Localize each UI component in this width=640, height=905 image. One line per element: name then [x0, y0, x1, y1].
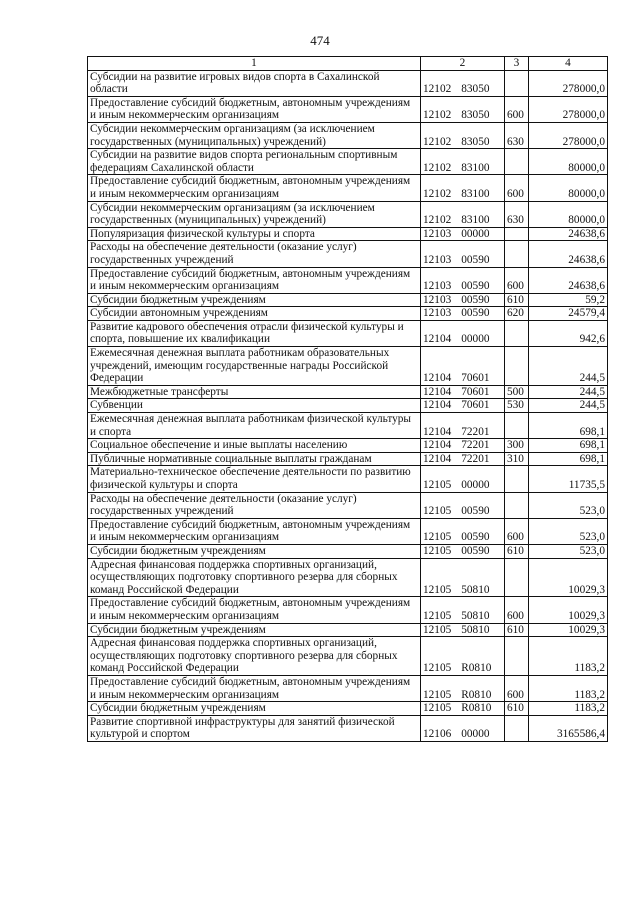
cell-expense-type — [505, 413, 529, 439]
cell-code-direction: 00590 — [461, 307, 490, 320]
cell-code-direction: 83100 — [461, 187, 490, 200]
cell-code-direction: 83050 — [461, 83, 490, 96]
table-row — [88, 715, 608, 741]
cell-code-program: 12105 — [423, 544, 452, 557]
cell-code — [421, 122, 505, 148]
cell-expense-type: 610 — [505, 702, 529, 716]
cell-sum: 10029,3 — [529, 558, 608, 597]
cell-code-program: 12102 — [423, 109, 452, 122]
cell-sum: 244,5 — [529, 399, 608, 413]
cell-code-program: 12106 — [423, 728, 452, 741]
cell-sum: 24638,6 — [529, 267, 608, 293]
cell-sum: 698,1 — [529, 452, 608, 466]
cell-expense-type — [505, 637, 529, 676]
cell-sum: 80000,0 — [529, 175, 608, 201]
cell-sum: 11735,5 — [529, 466, 608, 492]
cell-sum: 523,0 — [529, 492, 608, 518]
cell-code-program: 12105 — [423, 702, 452, 715]
table-row — [88, 702, 608, 716]
cell-code — [421, 175, 505, 201]
cell-sum: 698,1 — [529, 439, 608, 453]
cell-name: Межбюджетные трансферты — [88, 385, 421, 399]
cell-code-program: 12105 — [423, 583, 452, 596]
cell-code-direction: 00000 — [461, 479, 490, 491]
cell-sum: 1183,2 — [529, 675, 608, 701]
cell-name: Предоставление субсидий бюджетным, автономным учреждениям и иным некоммерческим организациям — [88, 175, 421, 201]
table-row — [88, 201, 608, 227]
cell-code-program: 12105 — [423, 688, 452, 701]
cell-code-direction: 72201 — [461, 452, 490, 465]
cell-code-direction: 00590 — [461, 280, 490, 293]
table-row — [88, 439, 608, 453]
cell-name: Популяризация физической культуры и спорта — [88, 227, 421, 241]
cell-code — [421, 227, 505, 241]
cell-name: Материально-техническое обеспечение деятельности по развитию физической культуры и спорта — [88, 466, 421, 492]
cell-sum: 523,0 — [529, 544, 608, 558]
cell-sum: 80000,0 — [529, 149, 608, 175]
cell-code — [421, 452, 505, 466]
cell-code-direction: 72201 — [461, 425, 490, 438]
cell-code-direction: 83100 — [461, 214, 490, 227]
cell-code-program: 12104 — [423, 439, 452, 452]
cell-code-program: 12103 — [423, 253, 452, 266]
cell-sum: 278000,0 — [529, 96, 608, 122]
cell-code — [421, 439, 505, 453]
cell-expense-type — [505, 320, 529, 346]
cell-sum: 24638,6 — [529, 241, 608, 267]
cell-sum: 244,5 — [529, 347, 608, 386]
cell-code-direction: 70601 — [461, 372, 490, 385]
cell-code — [421, 399, 505, 413]
cell-name: Субсидии автономным учреждениям — [88, 307, 421, 321]
table-row — [88, 385, 608, 399]
cell-name: Публичные нормативные социальные выплаты гражданам — [88, 452, 421, 466]
table-row — [88, 307, 608, 321]
cell-code — [421, 558, 505, 597]
table-row — [88, 293, 608, 307]
cell-code-direction: R0810 — [461, 702, 492, 715]
cell-code-program: 12104 — [423, 333, 452, 346]
cell-expense-type — [505, 149, 529, 175]
cell-code-program: 12102 — [423, 161, 452, 174]
cell-code-program: 12104 — [423, 372, 452, 385]
cell-sum: 3165586,4 — [529, 715, 608, 741]
cell-code-direction: 00000 — [461, 227, 490, 240]
cell-code — [421, 675, 505, 701]
page-number: 474 — [310, 33, 330, 48]
cell-code-program: 12104 — [423, 425, 452, 438]
cell-code — [421, 466, 505, 492]
cell-code — [421, 96, 505, 122]
cell-code-program: 12104 — [423, 452, 452, 465]
cell-code — [421, 241, 505, 267]
table-row — [88, 175, 608, 201]
cell-code — [421, 597, 505, 623]
table-row — [88, 623, 608, 637]
cell-expense-type: 630 — [505, 122, 529, 148]
cell-code — [421, 320, 505, 346]
column-header-name: 1 — [88, 57, 421, 71]
cell-code-direction: 50810 — [461, 623, 490, 636]
cell-code — [421, 347, 505, 386]
table-row — [88, 637, 608, 676]
cell-name: Субсидии бюджетным учреждениям — [88, 702, 421, 716]
table-row — [88, 544, 608, 558]
cell-sum: 942,6 — [529, 320, 608, 346]
cell-code-program: 12105 — [423, 531, 452, 544]
cell-code-program: 12102 — [423, 135, 452, 148]
cell-sum: 1183,2 — [529, 637, 608, 676]
cell-name: Ежемесячная денежная выплата работникам физической культуры и спорта — [88, 413, 421, 439]
cell-code-program: 12102 — [423, 187, 452, 200]
table-row — [88, 413, 608, 439]
cell-name: Субсидии бюджетным учреждениям — [88, 293, 421, 307]
cell-code-program: 12105 — [423, 662, 452, 675]
cell-name: Предоставление субсидий бюджетным, автономным учреждениям и иным некоммерческим организациям — [88, 96, 421, 122]
cell-code — [421, 492, 505, 518]
table-row — [88, 518, 608, 544]
cell-expense-type: 500 — [505, 385, 529, 399]
cell-name: Развитие спортивной инфраструктуры для занятий физической культурой и спортом — [88, 715, 421, 741]
cell-sum: 523,0 — [529, 518, 608, 544]
cell-code — [421, 715, 505, 741]
cell-code-direction: 00000 — [461, 728, 490, 741]
table-row — [88, 675, 608, 701]
cell-name: Субсидии некоммерческим организациям (за исключением государственных (муниципальных) учреждений) — [88, 122, 421, 148]
cell-code-direction: 00590 — [461, 544, 490, 557]
cell-sum: 24579,4 — [529, 307, 608, 321]
column-header-sum: 4 — [529, 57, 608, 71]
cell-code-direction: 00000 — [461, 333, 490, 346]
table-row — [88, 320, 608, 346]
cell-code-direction: R0810 — [461, 688, 492, 701]
cell-expense-type: 610 — [505, 623, 529, 637]
table-row — [88, 241, 608, 267]
cell-code-program: 12103 — [423, 293, 452, 306]
table-row — [88, 96, 608, 122]
cell-code-direction: 50810 — [461, 609, 490, 622]
table-row — [88, 347, 608, 386]
cell-expense-type — [505, 466, 529, 492]
table-row — [88, 122, 608, 148]
cell-expense-type: 600 — [505, 518, 529, 544]
cell-code — [421, 637, 505, 676]
cell-name: Субсидии бюджетным учреждениям — [88, 623, 421, 637]
cell-code-program: 12104 — [423, 399, 452, 412]
cell-name: Адресная финансовая поддержка спортивных организаций, осуществляющих подготовку спортивного резерва для сборных команд Российской Федерации — [88, 558, 421, 597]
cell-code-direction: 72201 — [461, 439, 490, 452]
cell-code-direction: 83050 — [461, 135, 490, 148]
cell-sum: 278000,0 — [529, 70, 608, 96]
cell-code-direction: 50810 — [461, 583, 490, 596]
cell-expense-type — [505, 70, 529, 96]
cell-name: Субсидии на развитие видов спорта региональным спортивным федерациям Сахалинской области — [88, 149, 421, 175]
cell-expense-type: 600 — [505, 96, 529, 122]
cell-expense-type: 630 — [505, 201, 529, 227]
cell-code — [421, 623, 505, 637]
cell-name: Развитие кадрового обеспечения отрасли физической культуры и спорта, повышение их квалификации — [88, 320, 421, 346]
cell-code-direction: 00590 — [461, 505, 490, 518]
cell-name: Расходы на обеспечение деятельности (оказание услуг) государственных учреждений — [88, 241, 421, 267]
column-header-code: 2 — [421, 57, 505, 71]
cell-sum: 10029,3 — [529, 597, 608, 623]
cell-expense-type — [505, 347, 529, 386]
cell-sum: 24638,6 — [529, 227, 608, 241]
cell-sum: 59,2 — [529, 293, 608, 307]
cell-name: Адресная финансовая поддержка спортивных организаций, осуществляющих подготовку спортивного резерва для сборных команд Российской Федерации — [88, 637, 421, 676]
cell-code-program: 12103 — [423, 280, 452, 293]
cell-code — [421, 149, 505, 175]
cell-expense-type: 600 — [505, 675, 529, 701]
cell-name: Расходы на обеспечение деятельности (оказание услуг) государственных учреждений — [88, 492, 421, 518]
cell-name: Предоставление субсидий бюджетным, автономным учреждениям и иным некоммерческим организациям — [88, 518, 421, 544]
cell-expense-type — [505, 227, 529, 241]
cell-code — [421, 385, 505, 399]
cell-sum: 244,5 — [529, 385, 608, 399]
cell-name: Ежемесячная денежная выплата работникам образовательных учреждений, имеющим государственные награды Российской Федерации — [88, 347, 421, 386]
cell-expense-type: 530 — [505, 399, 529, 413]
cell-code — [421, 413, 505, 439]
cell-code-program: 12105 — [423, 505, 452, 518]
cell-code-direction: R0810 — [461, 662, 492, 675]
cell-name: Предоставление субсидий бюджетным, автономным учреждениям и иным некоммерческим организациям — [88, 675, 421, 701]
cell-code-direction: 70601 — [461, 399, 490, 412]
table-row — [88, 70, 608, 96]
cell-sum: 1183,2 — [529, 702, 608, 716]
cell-code-direction: 00590 — [461, 531, 490, 544]
column-header-type: 3 — [505, 57, 529, 71]
cell-expense-type — [505, 558, 529, 597]
cell-code — [421, 293, 505, 307]
cell-code — [421, 267, 505, 293]
cell-name: Социальное обеспечение и иные выплаты населению — [88, 439, 421, 453]
cell-name: Субвенции — [88, 399, 421, 413]
cell-code — [421, 702, 505, 716]
cell-expense-type: 600 — [505, 597, 529, 623]
cell-code-program: 12104 — [423, 385, 452, 398]
table-row — [88, 452, 608, 466]
cell-expense-type — [505, 715, 529, 741]
cell-code — [421, 518, 505, 544]
table-row — [88, 399, 608, 413]
cell-code-direction: 00590 — [461, 293, 490, 306]
table-row — [88, 466, 608, 492]
cell-code — [421, 70, 505, 96]
cell-code-program: 12105 — [423, 623, 452, 636]
table-header-row — [88, 57, 608, 71]
cell-code-program: 12102 — [423, 214, 452, 227]
cell-expense-type: 600 — [505, 267, 529, 293]
cell-expense-type — [505, 492, 529, 518]
table-row — [88, 558, 608, 597]
cell-code — [421, 307, 505, 321]
cell-code-program: 12105 — [423, 479, 452, 491]
cell-name: Субсидии некоммерческим организациям (за исключением государственных (муниципальных) учреждений) — [88, 201, 421, 227]
cell-name: Субсидии на развитие игровых видов спорта в Сахалинской области — [88, 70, 421, 96]
cell-code-program: 12105 — [423, 609, 452, 622]
cell-expense-type — [505, 241, 529, 267]
cell-sum: 10029,3 — [529, 623, 608, 637]
cell-name: Предоставление субсидий бюджетным, автономным учреждениям и иным некоммерческим организациям — [88, 267, 421, 293]
cell-code — [421, 201, 505, 227]
cell-code-program: 12102 — [423, 83, 452, 96]
cell-code-direction: 83100 — [461, 161, 490, 174]
cell-name: Субсидии бюджетным учреждениям — [88, 544, 421, 558]
cell-expense-type: 600 — [505, 175, 529, 201]
cell-code-direction: 83050 — [461, 109, 490, 122]
cell-sum: 80000,0 — [529, 201, 608, 227]
cell-code-program: 12103 — [423, 227, 452, 240]
cell-expense-type: 300 — [505, 439, 529, 453]
cell-expense-type: 610 — [505, 293, 529, 307]
table-row — [88, 227, 608, 241]
cell-code-program: 12103 — [423, 307, 452, 320]
cell-expense-type: 310 — [505, 452, 529, 466]
cell-expense-type: 610 — [505, 544, 529, 558]
table-row — [88, 149, 608, 175]
table-row — [88, 597, 608, 623]
cell-code-direction: 70601 — [461, 385, 490, 398]
budget-table — [87, 56, 608, 742]
cell-expense-type: 620 — [505, 307, 529, 321]
cell-code-direction: 00590 — [461, 253, 490, 266]
table-row — [88, 267, 608, 293]
cell-name: Предоставление субсидий бюджетным, автономным учреждениям и иным некоммерческим организациям — [88, 597, 421, 623]
cell-sum: 278000,0 — [529, 122, 608, 148]
cell-sum: 698,1 — [529, 413, 608, 439]
cell-code — [421, 544, 505, 558]
table-row — [88, 492, 608, 518]
